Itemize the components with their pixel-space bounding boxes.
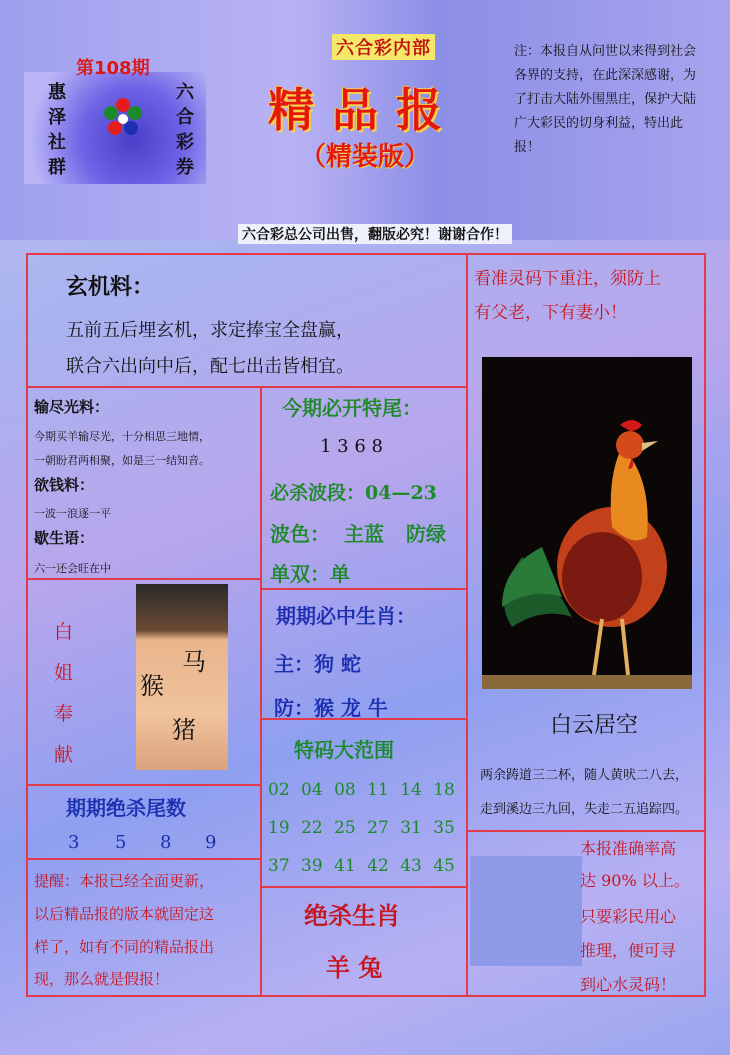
xuanji-line1: 五前五后埋玄机，求定捧宝全盘赢，: [66, 320, 354, 341]
accuracy-line1: 本报准确率高: [580, 839, 677, 858]
range-number: 43: [400, 856, 422, 876]
page-title: 精品报: [268, 83, 460, 137]
rooster-poem-2: 走到溪边三九回，失走二五追踪四。: [480, 802, 689, 817]
lottery-logo-icon: [100, 96, 146, 142]
range-number: 11: [367, 780, 389, 800]
photo-overlay-2: 马: [182, 648, 206, 676]
zodiac-main: 主：狗 蛇: [274, 652, 361, 676]
logo-left-text: [46, 80, 68, 180]
range-number: 31: [400, 818, 422, 838]
rooster-caption: 白云居空: [550, 713, 639, 738]
logo-char: 合: [176, 107, 194, 128]
range-number: 41: [334, 856, 356, 876]
divider: [261, 588, 467, 590]
divider: [27, 784, 261, 786]
range-row-3: [268, 856, 455, 876]
logo-char: 群: [48, 157, 66, 178]
range-row-1: [268, 780, 455, 800]
range-number: 42: [367, 856, 389, 876]
divider: [27, 578, 261, 580]
vertical-char: 奉: [54, 703, 74, 725]
logo-char: 六: [176, 82, 194, 103]
zodiac-heading: 期期必中生肖：: [276, 604, 416, 628]
color-main: 主蓝: [344, 522, 384, 546]
issue-number: 第108期: [76, 58, 150, 79]
divider: [261, 886, 467, 888]
range-number: 37: [268, 856, 290, 876]
kill-zodiac-value: 羊 兔: [326, 953, 383, 982]
odd-even: 单双：单: [270, 562, 350, 586]
lose-text-1: 今期买羊输尽光，十分相思三地情，: [34, 430, 210, 443]
xie-heading: 歇生语：: [34, 529, 95, 547]
vertical-char: 白: [54, 621, 74, 643]
reminder-line2: 以后精品报的版本就固定这: [34, 905, 215, 923]
vertical-char: 献: [54, 744, 74, 766]
range-number: 08: [334, 780, 356, 800]
divider: [27, 386, 467, 388]
tail-heading: 今期必开特尾：: [282, 396, 422, 420]
reminder-line4: 现，那么就是假报！: [34, 970, 170, 988]
zodiac-guard: 防：猴 龙 牛: [274, 696, 388, 720]
accuracy-line5: 到心水灵码！: [580, 975, 677, 994]
accuracy-line3: 只要彩民用心: [580, 907, 677, 926]
right-top-line2: 有父老，下有妻小！: [474, 303, 627, 323]
divider: [466, 254, 468, 996]
kill-tail-digit: 9: [205, 832, 217, 853]
header-note: 注：本报自从问世以来得到社会各界的支持，在此深深感谢，为了打击大陆外围黑庄，保护大陆广大彩民的切身利益，特出此报！: [514, 44, 697, 155]
accuracy-line2: 达 90% 以上。: [580, 871, 690, 890]
kill-tail-digit: 3: [68, 832, 80, 853]
reminder-line3: 样了，如有不同的精品报出: [34, 938, 215, 956]
xuanji-line2: 联合六出向中后，配七出击皆相宜。: [66, 356, 354, 377]
rooster-photo: [482, 357, 692, 689]
range-number: 18: [433, 780, 455, 800]
range-number: 22: [301, 818, 323, 838]
money-heading: 欲钱料：: [34, 476, 95, 494]
sale-notice: 六合彩总公司出售，翻版必究！谢谢合作！: [238, 224, 512, 244]
divider: [467, 830, 705, 832]
logo-char: 社: [48, 132, 66, 153]
divider: [260, 387, 262, 996]
photo-overlay-1: 猴: [140, 672, 164, 700]
kill-tail-digit: 5: [115, 832, 127, 853]
accuracy-line4: 推理，便可寻: [580, 941, 677, 960]
color-label: 波色：: [270, 522, 330, 546]
range-number: 39: [301, 856, 323, 876]
logo-char: 泽: [48, 107, 66, 128]
range-number: 25: [334, 818, 356, 838]
rooster-poem-1: 两余踌道三二杯，随人黄吠二八去，: [480, 768, 689, 783]
color-guard: 防绿: [406, 522, 446, 546]
xuanji-heading: 玄机料：: [66, 274, 155, 300]
lose-text-2: 一朝盼君两相聚，如是三一结知音。: [34, 454, 210, 467]
range-number: 02: [268, 780, 290, 800]
page-subtitle: （精装版）: [300, 142, 431, 172]
range-number: 14: [400, 780, 422, 800]
range-number: 27: [367, 818, 389, 838]
logo-right-text: [174, 80, 196, 180]
accuracy-panel: [470, 856, 582, 966]
divider: [27, 858, 261, 860]
kill-zodiac-heading: 绝杀生肖: [304, 901, 400, 930]
rooster-icon: [482, 357, 692, 689]
logo-char: 惠: [48, 82, 66, 103]
kill-tail-digit: 8: [160, 832, 172, 853]
range-row-2: [268, 818, 455, 838]
right-top-line1: 看准灵码下重注，须防上: [474, 269, 661, 289]
range-number: 45: [433, 856, 455, 876]
range-number: 19: [268, 818, 290, 838]
range-number: 35: [433, 818, 455, 838]
kill-wave: 必杀波段：04—23: [270, 482, 437, 504]
vertical-char: 姐: [54, 662, 74, 684]
range-number: 04: [301, 780, 323, 800]
photo-overlay-3: 猪: [172, 716, 196, 744]
xie-text: 六一还会旺在中: [34, 562, 111, 575]
kill-tail-heading: 期期绝杀尾数: [66, 796, 186, 820]
tail-digits: 1 3 6 8: [320, 436, 383, 457]
bai-vertical-text: [54, 612, 78, 776]
lose-heading: 输尽光料：: [34, 398, 110, 416]
reminder-line1: 提醒：本报已经全面更新，: [34, 872, 215, 890]
logo-char: 券: [176, 157, 194, 178]
logo-char: 彩: [176, 132, 194, 153]
range-heading: 特码大范围: [294, 738, 394, 762]
money-text: 一波一浪逐一平: [34, 507, 111, 520]
inner-label: 六合彩内部: [332, 34, 435, 60]
